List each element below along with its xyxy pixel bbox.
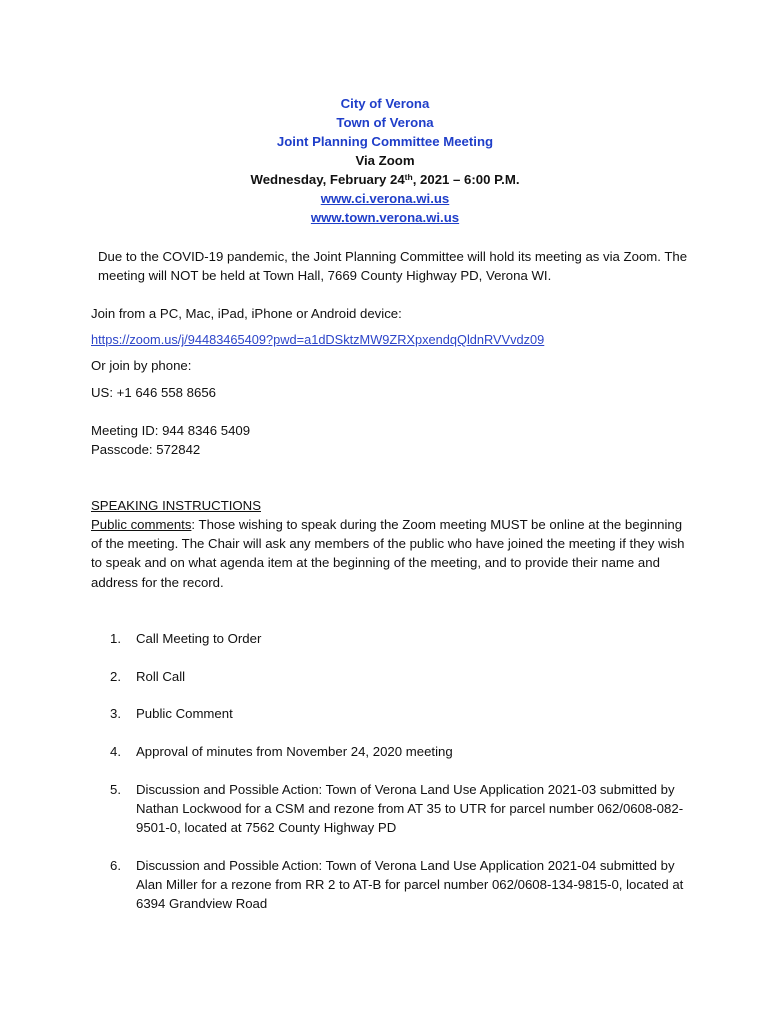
agenda-item-text: Discussion and Possible Action: Town of Verona Land Use Application 2021-03 submitted by Nathan Lockwood for a CSM and rezone from AT 35 to UTR for parcel number 062/0608-082-9501-0, located at 7562 County Highway PD	[136, 781, 684, 836]
meeting-title: Joint Planning Committee Meeting	[276, 134, 494, 149]
phone-number: US: +1 646 558 8656	[91, 385, 217, 400]
agenda-item-number: 4.	[110, 744, 121, 760]
agenda-list	[110, 629, 690, 914]
agenda-item-number: 1.	[110, 631, 121, 646]
city-website-link[interactable]: www.ci.verona.wi.us	[320, 191, 450, 206]
meeting-passcode: Passcode: 572842	[91, 442, 201, 457]
town-website-link[interactable]: www.town.verona.wi.us	[310, 210, 460, 225]
meeting-date	[0, 170, 770, 189]
agenda-item-number: 2.	[110, 668, 121, 684]
meeting-date-main: Wednesday, February 24	[250, 172, 405, 187]
city-name: City of Verona	[340, 96, 430, 111]
agenda-item-number: 3.	[110, 706, 121, 722]
covid-notice: Due to the COVID-19 pandemic, the Joint Planning Committee will hold its meeting as via Zoom. The meeting will NOT be held at Town Hall, 7669 County Highway PD, Verona WI.	[98, 249, 688, 284]
agenda-item	[110, 856, 690, 914]
join-by-phone-text: Or join by phone:	[91, 358, 192, 373]
agenda-item	[110, 667, 690, 686]
agenda-item-number: 5.	[110, 781, 121, 797]
agenda-item-text: Discussion and Possible Action: Town of Verona Land Use Application 2021-04 submitted by Alan Miller for a rezone from RR 2 to AT-B for parcel number 062/0608-134-9815-0, located at 6394 Grandview Road	[136, 857, 684, 912]
public-comments-paragraph	[91, 515, 691, 592]
join-device-text: Join from a PC, Mac, iPad, iPhone or Android device:	[91, 306, 402, 321]
agenda-item-number: 6.	[110, 857, 121, 873]
date-ordinal-suffix: th	[404, 172, 413, 182]
zoom-meeting-link[interactable]: https://zoom.us/j/94483465409?pwd=a1dDSktzMW9ZRXpxendqQldnRVVvdz09	[91, 332, 545, 347]
speaking-instructions-heading: SPEAKING INSTRUCTIONS	[91, 498, 261, 513]
meeting-id: Meeting ID: 944 8346 5409	[91, 423, 251, 438]
agenda-item	[110, 780, 690, 838]
document-header	[0, 94, 770, 227]
agenda-item-text: Call Meeting to Order	[136, 631, 262, 646]
public-comments-body: : Those wishing to speak during the Zoom meeting MUST be online at the beginning of the meeting. The Chair will ask any members of the public who have joined the meeting if they wish to speak and on what agenda item at the beginning of the meeting, and to provide their name and address for the record.	[91, 517, 685, 590]
town-name: Town of Verona	[336, 115, 434, 130]
agenda-item-text: Roll Call	[136, 668, 186, 684]
agenda-item	[110, 629, 690, 648]
agenda-item	[110, 704, 690, 723]
meeting-date-time: , 2021 – 6:00 P.M.	[412, 172, 520, 187]
agenda-item	[110, 742, 690, 761]
agenda-item-text: Approval of minutes from November 24, 2020 meeting	[136, 744, 453, 760]
agenda-item-text: Public Comment	[136, 706, 233, 722]
via-zoom-label: Via Zoom	[355, 153, 415, 168]
public-comments-label: Public comments	[91, 517, 192, 532]
